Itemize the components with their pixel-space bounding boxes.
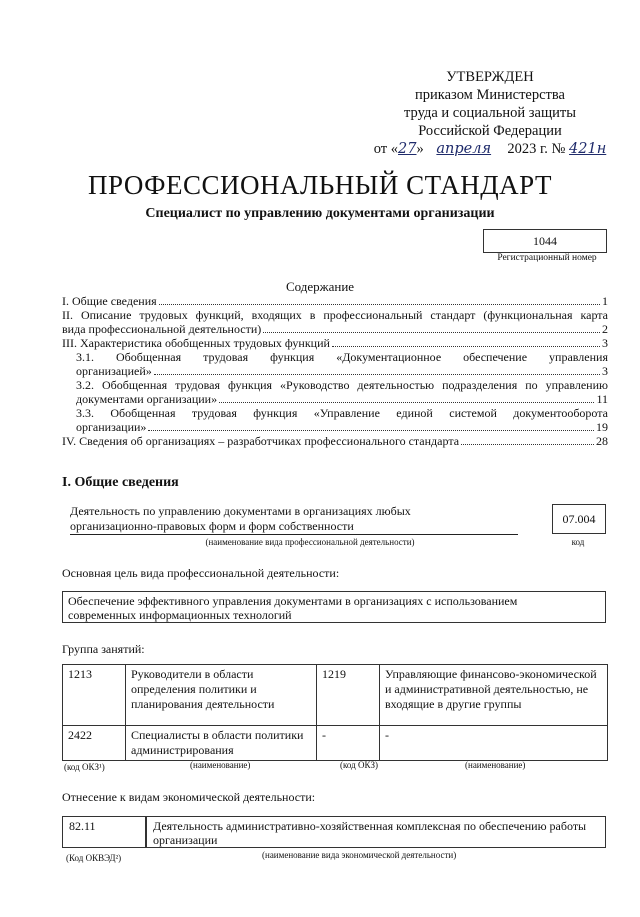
page-subtitle: Специалист по управлению документами организации xyxy=(145,206,495,221)
occ-code: 2422 xyxy=(63,726,126,761)
approval-block xyxy=(350,68,630,158)
approval-line-4: Российской Федерации xyxy=(418,123,562,139)
approval-date-line: от «27» апреля 2023 г. № 421н xyxy=(373,141,607,157)
approval-line-3: труда и социальной защиты xyxy=(404,105,576,121)
approval-number: 421н xyxy=(569,141,607,157)
goal-box: Обеспечение эффективного управления документами в организациях с использованием современных информационных технологий xyxy=(62,591,606,623)
approval-line-2: приказом Министерства xyxy=(415,87,565,103)
approval-line-1: УТВЕРЖДЕН xyxy=(446,69,534,85)
occ-caption-code-2: (код ОКЗ) xyxy=(340,760,378,770)
group-label: Группа занятий: xyxy=(62,642,145,656)
okved-code: 82.11 xyxy=(62,816,146,848)
toc-item[interactable]: III. Характеристика обобщенных трудовых функций 3 xyxy=(62,336,608,350)
toc-item[interactable]: II. Описание трудовых функций, входящих в профессиональный стандарт (функциональная карта вида профессиональной деятельности) 2 xyxy=(62,308,608,336)
activity-code-box: 07.004 xyxy=(552,504,606,534)
okved-caption-name: (наименование вида экономической деятельности) xyxy=(262,850,457,860)
table-row xyxy=(63,726,608,761)
occ-caption-code: (код ОКЗ¹) xyxy=(64,762,105,772)
occ-code: 1213 xyxy=(63,665,126,726)
code-caption: код xyxy=(571,537,585,547)
toc-item[interactable]: 3.3. Обобщенная трудовая функция «Управление единой системой документооборота организации» 19 xyxy=(76,406,608,434)
toc-item[interactable]: 3.1. Обобщенная трудовая функция «Документационное обеспечение управления организацией» 3 xyxy=(76,350,608,378)
occ-name: Управляющие финансово-экономической и административной деятельностью, не входящие в другие группы xyxy=(380,665,608,726)
occ-name: Специалисты в области политики администрирования xyxy=(126,726,317,761)
occ-caption-name: (наименование) xyxy=(190,760,251,770)
section-heading: I. Общие сведения xyxy=(62,475,179,490)
toc-item[interactable]: 3.2. Обобщенная трудовая функция «Руководство деятельностью подразделения по управлению документами организации» 11 xyxy=(76,378,608,406)
occ-code: 1219 xyxy=(317,665,380,726)
occ-name: Руководители в области определения политики и планирования деятельности xyxy=(126,665,317,726)
activity-name: Деятельность по управлению документами в организациях любых организационно-правовых форм и форм собственности xyxy=(70,504,518,535)
okved-caption-code: (Код ОКВЭД²) xyxy=(66,853,122,863)
toc-item[interactable]: IV. Сведения об организациях – разработчиках профессионального стандарта 28 xyxy=(62,434,608,448)
goal-label: Основная цель вида профессиональной деятельности: xyxy=(62,566,340,580)
approval-month: апреля xyxy=(436,141,492,157)
approval-day: 27 xyxy=(398,141,417,157)
occ-name: - xyxy=(380,726,608,761)
page-title: ПРОФЕССИОНАЛЬНЫЙ СТАНДАРТ xyxy=(87,170,553,200)
approval-year: 2023 г. № xyxy=(507,141,566,157)
occ-caption-name-2: (наименование) xyxy=(465,760,526,770)
table-of-contents xyxy=(62,294,608,448)
registration-number-box: 1044 xyxy=(483,229,607,253)
econ-label: Отнесение к видам экономической деятельности: xyxy=(62,790,316,804)
registration-label: Регистрационный номер xyxy=(497,253,597,263)
occupation-table xyxy=(62,664,608,761)
toc-title: Содержание xyxy=(285,279,355,294)
table-row xyxy=(63,665,608,726)
okved-name: Деятельность административно-хозяйственная комплексная по обеспечению работы организации xyxy=(146,816,606,848)
activity-caption: (наименование вида профессиональной деятельности) xyxy=(205,537,415,547)
toc-item[interactable]: I. Общие сведения 1 xyxy=(62,294,608,308)
occ-code: - xyxy=(317,726,380,761)
